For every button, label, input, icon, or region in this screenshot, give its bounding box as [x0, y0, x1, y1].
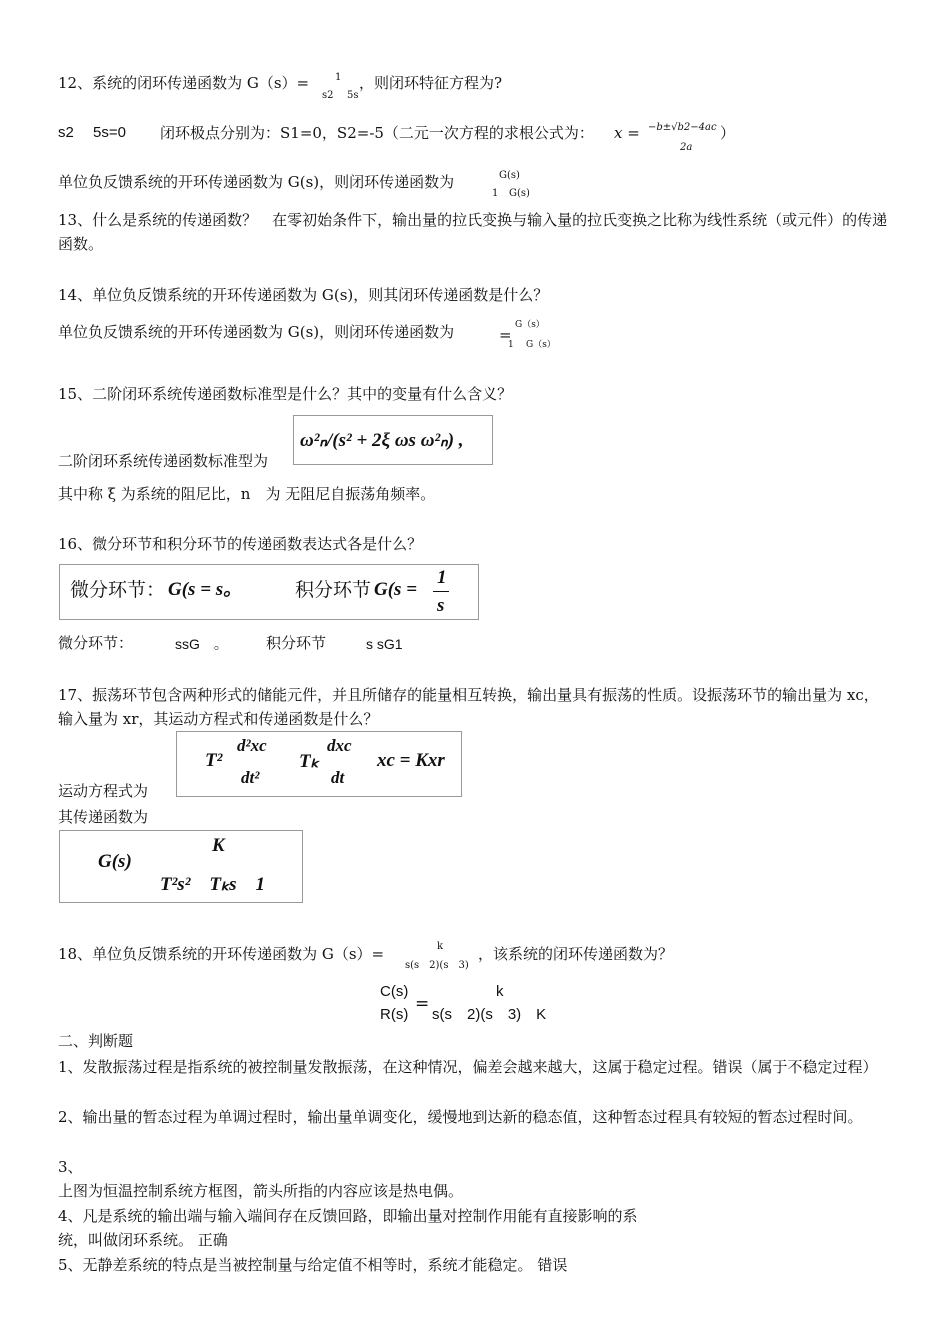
q12-line2-poles: 闭环极点分别为：S1=0，S2=-5（二元一次方程的求根公式为： [160, 124, 594, 142]
q16-diff-label: 微分环节： [70, 579, 166, 601]
q17-motion-b-den: dt² [241, 768, 260, 787]
section2-item4-a: 4、凡是系统的输出端与输入端间存在反馈回路，即输出量对控制作用能有直接影响的系 [58, 1207, 638, 1225]
q14-num: G（s） [515, 320, 545, 330]
q17-motion-d-den: dt [331, 768, 345, 787]
q12-line3-den-a: 1 [492, 188, 499, 199]
q14-answer: 单位负反馈系统的开环传递函数为 G(s)，则闭环传递函数为 [58, 323, 455, 341]
q14-den-b: G（s） [526, 340, 556, 350]
q18-ans-left-num: C(s) [380, 983, 409, 1000]
section2-item5: 5、无静差系统的特点是当被控制量与给定值不相等时，系统才能稳定。 错误 [58, 1256, 568, 1274]
q12-line1-pre: 12、系统的闭环传递函数为 G（s）= [58, 74, 310, 92]
section2-item1: 1、发散振荡过程是指系统的被控制量发散振荡，在这种情况，偏差会越来越大，这属于稳定过程。错误（属于不稳定过程） [58, 1058, 878, 1076]
section2-item3-desc: 上图为恒温控制系统方框图，箭头所指的内容应该是热电偶。 [58, 1182, 464, 1200]
q17-question: 17、振荡环节包含两种形式的储能元件，并且所储存的能量相互转换，输出量具有振荡的性质。设振荡环节的输出量为 xc，输入量为 xr，其运动方程式和传递函数是什么？ [58, 686, 879, 728]
q16-question: 16、微分环节和积分环节的传递函数表达式各是什么？ [58, 535, 423, 553]
q16-formula-box [59, 564, 479, 620]
q17-motion-b-num: d²xc [237, 736, 267, 755]
q16-answer-int: 积分环节 [266, 634, 327, 652]
q16-answer-diff: 微分环节： [58, 634, 134, 652]
q16-int-formula: G(s = [374, 579, 418, 600]
q16-int-den: s [437, 595, 445, 616]
q12-frac-den-b: 5s [347, 90, 359, 101]
q18-question-pre: 18、单位负反馈系统的开环传递函数为 G（s）= [58, 945, 385, 963]
q13-text: 13、什么是系统的传递函数？ 在零初始条件下，输出量的拉氏变换与输入量的拉氏变换之比称为线性系统（或元件）的传递函数。 [58, 211, 888, 253]
q12-line3-den-b: G(s) [509, 188, 530, 199]
q17-motion-label: 运动方程式为 [58, 782, 149, 800]
q17-motion-e: xc = Kxr [377, 750, 445, 771]
q18-ans-den: s(s 2)(s 3) K [432, 1006, 547, 1023]
q12-line2-x: x = [614, 124, 640, 142]
q18-question-post: ，该系统的闭环传递函数为？ [478, 945, 674, 963]
q14-question: 14、单位负反馈系统的开环传递函数为 G(s)，则其闭环传递函数是什么？ [58, 286, 549, 304]
q18-q-den: s(s 2)(s 3) [405, 960, 469, 971]
q18-ans-eq: = [415, 994, 430, 1014]
q17-transfer-box [59, 830, 303, 903]
q12-line3-num: G(s) [499, 170, 520, 181]
q12-line2-close: ） [720, 124, 736, 142]
q14-eq-sign: = [499, 326, 512, 344]
q18-ans-left-den: R(s) [380, 1006, 409, 1023]
q12-frac-num: 1 [335, 72, 342, 83]
q12-line1 [58, 73, 309, 93]
q16-int-label: 积分环节 [295, 579, 372, 601]
q17-motion-c: Tₖ [299, 751, 319, 772]
q12-line3: 单位负反馈系统的开环传递函数为 G(s)，则闭环传递函数为 [58, 173, 455, 191]
q18-q-num: k [437, 941, 444, 952]
q17-transfer-label: 其传递函数为 [58, 808, 149, 826]
section2-title: 二、判断题 [58, 1032, 134, 1050]
q12-line2-s: s2 [58, 124, 74, 141]
q16-int-num: 1 [437, 567, 447, 588]
q17-tf-num: K [212, 835, 225, 856]
q15-meaning: 其中称 ξ 为系统的阻尼比，n 为 无阻尼自振荡角频率。 [58, 485, 436, 503]
q17-motion-d-num: dxc [327, 736, 352, 755]
q15-formula-box [293, 415, 493, 465]
q12-root-den: 2a [680, 142, 693, 153]
section2-item3: 3、 [58, 1158, 83, 1176]
q15-label: 二阶闭环系统传递函数标准型为 [58, 452, 269, 470]
q17-motion-box [176, 731, 462, 797]
q12-line2-eq: 5s=0 [93, 124, 126, 141]
q16-answer-int-val: s sG1 [366, 636, 403, 652]
q12-frac-den-a: s2 [322, 90, 334, 101]
q18-ans-num: k [496, 983, 504, 1000]
q17-tf-left: G(s) [98, 851, 132, 872]
q16-int-bar [433, 591, 449, 592]
section2-item2: 2、输出量的暂态过程为单调过程时，输出量单调变化，缓慢地到达新的稳态值，这种暂态过程具有较短的暂态过程时间。 [58, 1108, 863, 1126]
q12-root-num: −b±√b2−4ac [648, 122, 717, 133]
q15-question: 15、二阶闭环系统传递函数标准型是什么？其中的变量有什么含义？ [58, 385, 513, 403]
q16-answer-diff-val: ssG 。 [175, 636, 228, 652]
q14-den-a: 1 [508, 340, 514, 350]
q17-motion-a: T² [205, 750, 223, 771]
q12-line1-post: ，则闭环特征方程为? [359, 74, 503, 92]
q17-tf-den: T²s² Tₖs 1 [160, 874, 265, 895]
section2-item4-b: 统，叫做闭环系统。 正确 [58, 1231, 228, 1249]
q15-formula: ω²ₙ/(s² + 2ξ ωs ω²ₙ) , [300, 430, 464, 451]
q16-diff-formula: G(s = s。 [168, 579, 243, 600]
